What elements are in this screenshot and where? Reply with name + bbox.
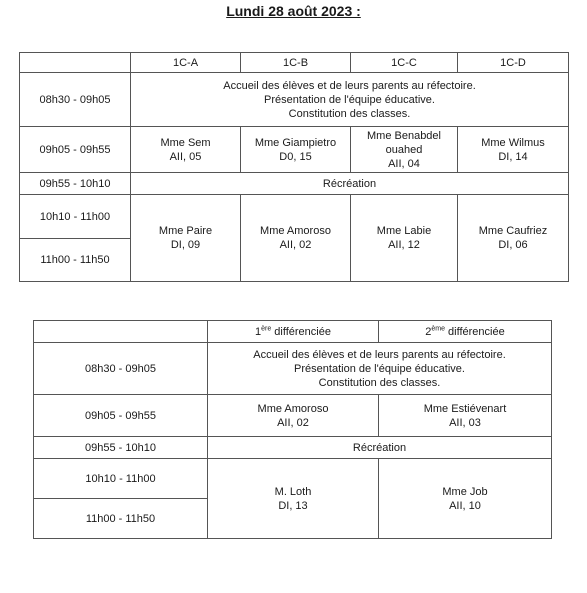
table-row (20, 195, 569, 239)
break-cell: Récréation (131, 173, 569, 195)
room-code: DI, 06 (498, 239, 528, 251)
table-row (34, 459, 552, 499)
session-cell (379, 395, 552, 437)
room-code: DI, 09 (170, 239, 201, 251)
time-cell: 10h10 - 11h00 (34, 459, 208, 499)
time-cell: 09h55 - 10h10 (20, 173, 131, 195)
teacher-name: Mme Benabdelouahed (367, 129, 441, 156)
room-code: AII, 10 (449, 499, 481, 512)
session-cell (351, 195, 458, 282)
page-title: Lundi 28 août 2023 : (226, 3, 361, 19)
time-cell: 09h05 - 09h55 (20, 127, 131, 173)
table-row (20, 173, 569, 195)
session-cell (241, 127, 351, 173)
teacher-name: Mme Sem (160, 136, 211, 149)
session-cell (208, 395, 379, 437)
teacher-name: Mme Caufriez (478, 225, 548, 237)
room-code: AII, 03 (449, 416, 481, 429)
session-cell (458, 195, 569, 282)
teacher-name: Mme Wilmus (481, 136, 545, 149)
break-cell: Récréation (208, 437, 552, 459)
teacher-name: Mme Giampietro (254, 136, 337, 149)
time-cell: 08h30 - 09h05 (20, 73, 131, 127)
schedule-table-differenciee (33, 320, 552, 539)
table-row (34, 395, 552, 437)
table-row (20, 127, 569, 173)
schedule-table-1c (19, 52, 569, 282)
session-cell (131, 127, 241, 173)
room-code: AII, 05 (169, 150, 202, 163)
header-empty-cell (20, 53, 131, 73)
session-cell (241, 195, 351, 282)
welcome-cell (208, 343, 552, 395)
table-row (20, 73, 569, 127)
table-row (34, 343, 552, 395)
room-code: AII, 02 (277, 416, 309, 429)
welcome-line: Accueil des élèves et de leurs parents au réfectoire. (223, 79, 476, 92)
teacher-name: Mme Paire (158, 225, 213, 237)
session-cell (208, 459, 379, 539)
session-cell (131, 195, 241, 282)
room-code: DI, 13 (278, 499, 308, 512)
column-header-2eme-differenciee: 2ème différenciée (379, 321, 552, 343)
column-header-1c-a: 1C-A (131, 53, 241, 73)
column-header-1c-b: 1C-B (241, 53, 351, 73)
room-code: D0, 15 (279, 150, 312, 163)
welcome-cell (131, 73, 569, 127)
teacher-name: Mme Labie (376, 225, 432, 237)
time-cell: 10h10 - 11h00 (20, 195, 131, 239)
room-code: AII, 12 (388, 239, 420, 251)
time-cell: 11h00 - 11h50 (34, 499, 208, 539)
time-cell: 09h55 - 10h10 (34, 437, 208, 459)
time-cell: 08h30 - 09h05 (34, 343, 208, 395)
header-row (34, 321, 552, 343)
welcome-line: Présentation de l'équipe éducative. (264, 93, 435, 106)
room-code: DI, 14 (498, 150, 528, 163)
column-header-1ere-differenciee: 1ère différenciée (208, 321, 379, 343)
column-header-1c-c: 1C-C (351, 53, 458, 73)
teacher-name: Mme Job (442, 485, 488, 498)
time-cell: 09h05 - 09h55 (34, 395, 208, 437)
header-row (20, 53, 569, 73)
welcome-line: Constitution des classes. (288, 107, 411, 120)
welcome-line: Constitution des classes. (318, 376, 441, 389)
session-cell (351, 127, 458, 173)
table-row (34, 437, 552, 459)
room-code: AII, 02 (279, 239, 312, 251)
teacher-name: Mme Estiévenart (423, 402, 507, 415)
welcome-line: Accueil des élèves et de leurs parents au réfectoire. (253, 348, 506, 361)
column-header-1c-d: 1C-D (458, 53, 569, 73)
header-empty-cell (34, 321, 208, 343)
room-code: AII, 04 (388, 157, 420, 170)
welcome-line: Présentation de l'équipe éducative. (294, 362, 465, 375)
teacher-name: Mme Amoroso (260, 225, 331, 237)
session-cell (379, 459, 552, 539)
teacher-name: Mme Amoroso (257, 402, 329, 415)
session-cell (458, 127, 569, 173)
time-cell: 11h00 - 11h50 (20, 239, 131, 282)
teacher-name: M. Loth (274, 485, 312, 498)
